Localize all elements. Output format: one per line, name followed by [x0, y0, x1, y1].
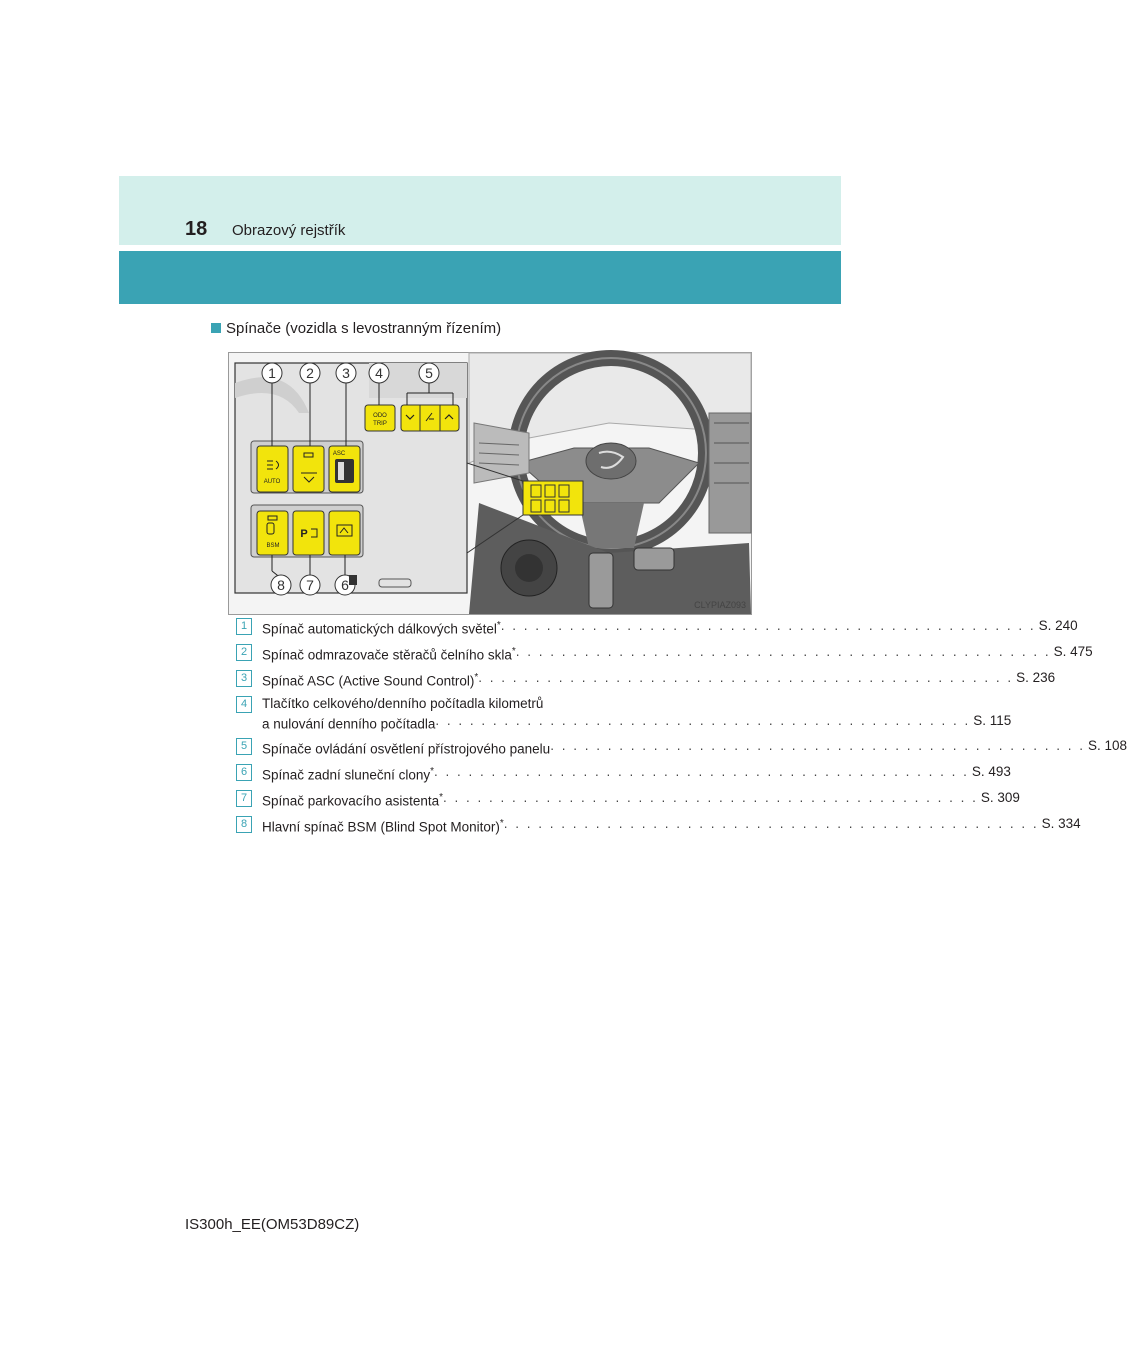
section-band	[119, 251, 841, 304]
item-number: 2	[236, 644, 252, 661]
list-item: 3 Spínač ASC (Active Sound Control)* . . . . . . . . . . . . . . . . . . . . . . . . . . . . . . . . . . . . . . . . . . . . . . . S. 236	[236, 669, 724, 695]
item-number: 5	[236, 738, 252, 755]
item-star: *	[496, 620, 501, 631]
item-label: a nulování denního počítadla	[262, 716, 436, 732]
item-number: 6	[236, 764, 252, 781]
dashboard-illustration	[229, 353, 751, 614]
chapter-title: Obrazový rejstřík	[232, 222, 346, 239]
item-label: Spínač parkovacího asistenta	[262, 793, 440, 809]
item-star: *	[430, 766, 435, 777]
callout-6: 6	[341, 577, 349, 593]
item-number: 1	[236, 618, 252, 635]
callout-4: 4	[375, 365, 383, 381]
list-item: 2 Spínač odmrazovače stěračů čelního skla* . . . . . . . . . . . . . . . . . . . . . . . . . . . . . . . . . . . . . . . . . . . . . . . S. 475	[236, 643, 724, 669]
header-band	[119, 176, 841, 245]
item-star: *	[499, 818, 504, 829]
item-page-link[interactable]: S. 240	[1038, 618, 1078, 633]
item-star: *	[474, 672, 479, 683]
callout-2: 2	[306, 365, 314, 381]
list-item: 5 Spínače ovládání osvětlení přístrojového panelu . . . . . . . . . . . . . . . . . . . . . . . . . . . . . . . . . . . . . . . . . . . . . . . S. 108	[236, 737, 724, 763]
section-title: Spínače (vozidla s levostranným řízením)	[226, 320, 502, 337]
item-page-link[interactable]: S. 334	[1041, 816, 1081, 831]
item-number: 8	[236, 816, 252, 833]
list-item: 7 Spínač parkovacího asistenta* . . . . . . . . . . . . . . . . . . . . . . . . . . . . . . . . . . . . . . . . . . . . . . . S. 309	[236, 789, 724, 815]
item-label: Hlavní spínač BSM (Blind Spot Monitor)	[262, 819, 500, 835]
list-item: 1 Spínač automatických dálkových světel* . . . . . . . . . . . . . . . . . . . . . . . . . . . . . . . . . . . . . . . . . . . . . . . S. 240	[236, 617, 724, 643]
item-number: 7	[236, 790, 252, 807]
trip-label: TRIP	[373, 421, 387, 427]
callout-5: 5	[425, 365, 433, 381]
item-label: Spínač ASC (Active Sound Control)	[262, 673, 475, 689]
page-number: 18	[185, 218, 208, 240]
item-label-line1: Tlačítko celkového/denního počítadla kilometrů	[262, 696, 544, 711]
item-label: Spínač odmrazovače stěračů čelního skla	[262, 647, 512, 663]
asc-label: ASC	[332, 451, 346, 457]
item-label: Spínač automatických dálkových světel	[262, 621, 497, 637]
switch-list	[236, 617, 1127, 841]
figure-code: CLYPIAZ093	[694, 600, 746, 610]
odo-label: ODO	[373, 413, 387, 419]
item-label: Spínač zadní sluneční clony	[262, 767, 431, 783]
item-label: Spínače ovládání osvětlení přístrojového panelu	[262, 741, 551, 757]
p-label: P	[300, 528, 308, 540]
auto-label: AUTO	[263, 479, 281, 485]
item-star: *	[511, 646, 516, 657]
item-number: 4	[236, 696, 252, 713]
section-heading	[211, 320, 501, 337]
callout-3: 3	[342, 365, 350, 381]
item-page-link[interactable]: S. 493	[971, 764, 1011, 779]
item-number: 3	[236, 670, 252, 687]
list-item: 4 Tlačítko celkového/denního počítadla kilometrů a nulování denního počítadla . . . . . . . . . . . . . . . . . . . . . . . . . . . . . . . . . . . . . . . . . . . . . . . S. 115	[236, 695, 724, 737]
switch-figure	[228, 352, 752, 615]
list-item: 8 Hlavní spínač BSM (Blind Spot Monitor)* . . . . . . . . . . . . . . . . . . . . . . . . . . . . . . . . . . . . . . . . . . . . . . . S. 334	[236, 815, 724, 841]
item-page-link[interactable]: S. 309	[980, 790, 1020, 805]
item-page-link[interactable]: S. 115	[973, 713, 1012, 728]
item-page-link[interactable]: S. 236	[1016, 670, 1056, 685]
callout-8: 8	[277, 577, 285, 593]
section-square-icon	[211, 323, 221, 333]
callout-1: 1	[268, 365, 276, 381]
list-item: 6 Spínač zadní sluneční clony* . . . . . . . . . . . . . . . . . . . . . . . . . . . . . . . . . . . . . . . . . . . . . . . S. 493	[236, 763, 724, 789]
item-star: *	[439, 792, 444, 803]
footer-code: IS300h_EE(OM53D89CZ)	[185, 1216, 360, 1233]
item-page-link[interactable]: S. 475	[1053, 644, 1093, 659]
bsm-label: BSM	[266, 543, 280, 549]
item-page-link[interactable]: S. 108	[1088, 738, 1127, 753]
callout-7: 7	[306, 577, 314, 593]
